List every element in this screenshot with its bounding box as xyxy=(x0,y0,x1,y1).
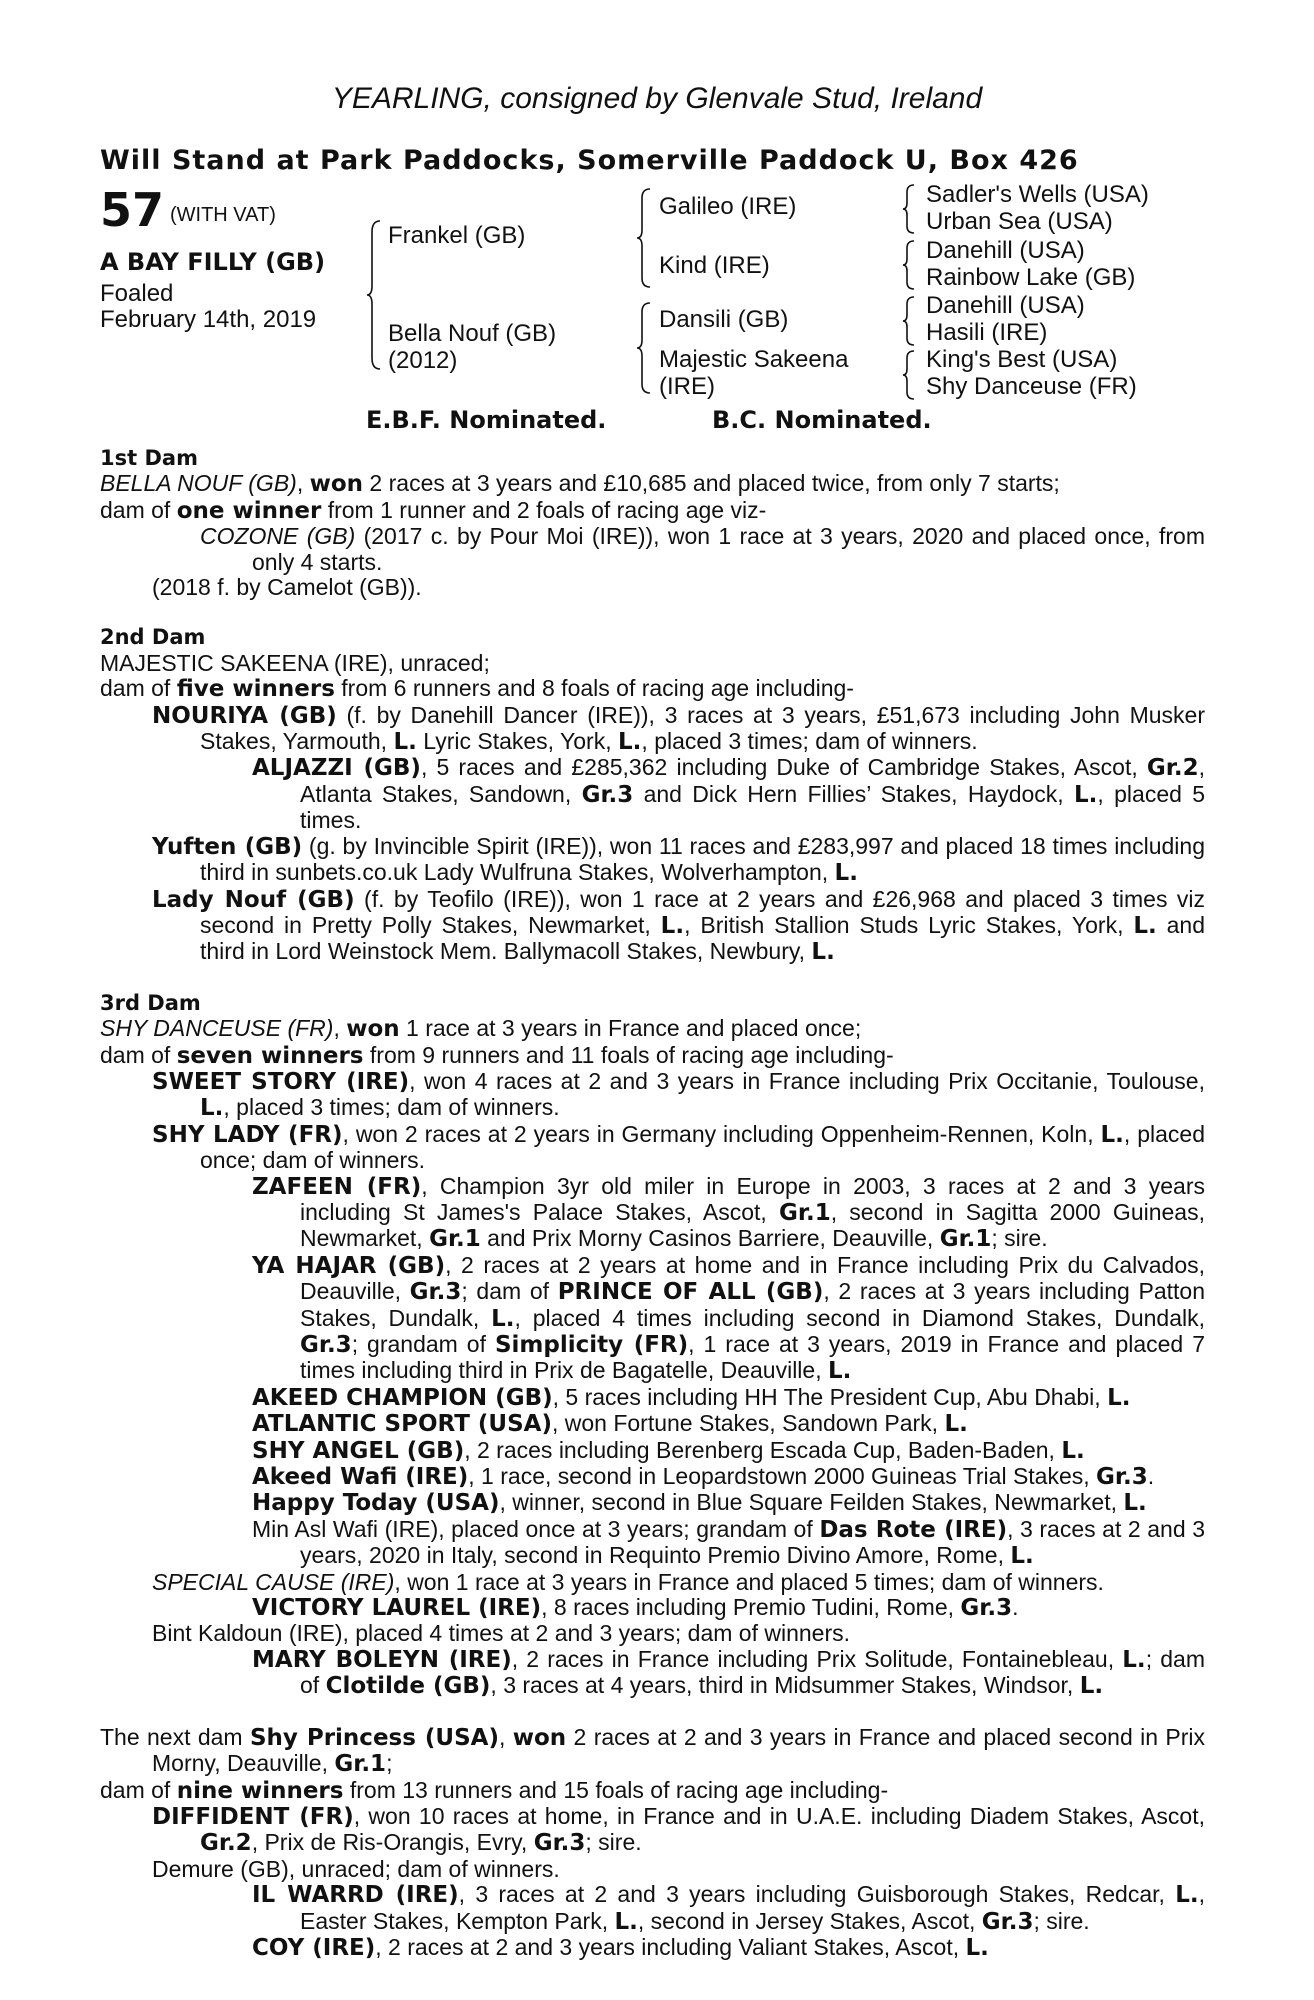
pedigree-dam-dam: Majestic Sakeena xyxy=(659,346,849,373)
pedigree-sdd: Rainbow Lake (GB) xyxy=(926,264,1136,291)
page-title: YEARLING, consigned by Glenvale Stud, Ireland xyxy=(331,82,983,115)
entry-happy-today: Happy Today (USA), winner, second in Blue Square Feilden Stakes, Newmarket, L. xyxy=(252,1489,1147,1517)
entry-zafeen: ZAFEEN (FR), Champion 3yr old miler in Europe in 2003, 3 races at 2 and 3 years including St James's Palace Stakes, Ascot, Gr.1, second in Sagitta 2000 Guineas, Newmarket, Gr.1 and Prix Morny Casinos Barriere, Deauville, Gr.1; sire. xyxy=(252,1172,1205,1253)
entry-yuften: Yuften (GB) (g. by Invincible Spirit (IRE)), won 11 races and £283,997 and placed 18 times including third in sunbets.co.uk Lady Wulfruna Stakes, Wolverhampton, L. xyxy=(152,832,1205,887)
entry-ya-hajar: YA HAJAR (GB), 2 races at 2 years at home and in France including Prix du Calvados, Deauville, Gr.3; dam of PRINCE OF ALL (GB), 2 races at 3 years including Patton Stakes, Dundalk, L., placed 4 times including second in Diamond Stakes, Dundalk, Gr.3; grandam of Simplicity (FR), 1 race at 3 years, 2019 in France and placed 7 times including third in Prix de Bagatelle, Deauville, L. xyxy=(252,1251,1206,1385)
first-dam-produce: dam of one winner from 1 runner and 2 foals of racing age viz- xyxy=(100,496,767,524)
pedigree-dsd: Hasili (IRE) xyxy=(926,319,1048,346)
pedigree-dam-sire: Dansili (GB) xyxy=(659,306,789,333)
second-dam-produce: dam of five winners from 6 runners and 8 foals of racing age including- xyxy=(100,675,854,703)
third-dam-heading: 3rd Dam xyxy=(100,990,201,1015)
first-dam-heading: 1st Dam xyxy=(100,446,198,470)
second-dam-heading: 2nd Dam xyxy=(100,625,206,650)
catalogue-body xyxy=(100,446,1205,1961)
produce-cozone: COZONE (GB) (2017 c. by Pour Moi (IRE)), won 1 race at 3 years, 2020 and placed once, from only 4 starts. xyxy=(200,523,1205,575)
pedigree-sss: Sadler's Wells (USA) xyxy=(926,181,1149,208)
pedigree-brace-dd xyxy=(902,350,916,400)
entry-victory-laurel: VICTORY LAUREL (IRE), 8 races including Premio Tudini, Rome, Gr.3. xyxy=(252,1594,1019,1622)
pedigree-sire: Frankel (GB) xyxy=(388,222,526,249)
lot-number: 57 xyxy=(100,183,165,237)
pedigree-dam-dam-country: (IRE) xyxy=(659,373,715,400)
vat-note: (WITH VAT) xyxy=(170,204,276,226)
pedigree-brace-sire xyxy=(636,188,652,288)
entry-atlantic-sport: ATLANTIC SPORT (USA), won Fortune Stakes, Sandown Park, L. xyxy=(252,1410,968,1438)
entry-sweet-story: SWEET STORY (IRE), won 4 races at 2 and 3 years in France including Prix Occitanie, Toulouse, L., placed 3 times; dam of winners. xyxy=(152,1067,1205,1122)
pedigree-ssd: Urban Sea (USA) xyxy=(926,208,1113,235)
pedigree-brace-sd xyxy=(902,240,916,290)
entry-coy: COY (IRE), 2 races at 2 and 3 years including Valiant Stakes, Ascot, L. xyxy=(252,1933,989,1961)
entry-shy-lady: SHY LADY (FR), won 2 races at 2 years in Germany including Oppenheim-Rennen, Koln, L., placed once; dam of winners. xyxy=(152,1120,1206,1174)
ebf-nominated: E.B.F. Nominated. xyxy=(366,406,607,434)
next-dam-record: The next dam Shy Princess (USA), won 2 races at 2 and 3 years in France and placed second in Prix Morny, Deauville, Gr.1; xyxy=(100,1723,1205,1778)
foaled-date: February 14th, 2019 xyxy=(100,306,317,333)
bc-nominated: B.C. Nominated. xyxy=(712,406,932,434)
entry-bint-kaldoun: Bint Kaldoun (IRE), placed 4 times at 2 and 3 years; dam of winners. xyxy=(152,1620,851,1647)
entry-nouriya: NOURIYA (GB) (f. by Danehill Dancer (IRE)), 3 races at 3 years, £51,673 including John Musker Stakes, Yarmouth, L. Lyric Stakes, York, L., placed 3 times; dam of winners. xyxy=(152,701,1205,756)
pedigree-brace-ds xyxy=(902,296,916,346)
stand-location: Will Stand at Park Paddocks, Somerville Paddock U, Box 426 xyxy=(100,145,1079,176)
next-dam-produce: dam of nine winners from 13 runners and 15 foals of racing age including- xyxy=(100,1776,889,1804)
entry-il-warrd: IL WARRD (IRE), 3 races at 2 and 3 years including Guisborough Stakes, Redcar, L., Easter Stakes, Kempton Park, L., second in Jersey Stakes, Ascot, Gr.3; sire. xyxy=(252,1881,1205,1935)
pedigree-dds: King's Best (USA) xyxy=(926,346,1118,373)
entry-demure: Demure (GB), unraced; dam of winners. xyxy=(152,1855,560,1882)
produce-2018: (2018 f. by Camelot (GB)). xyxy=(152,574,422,601)
entry-akeed-champion: AKEED CHAMPION (GB), 5 races including HH The President Cup, Abu Dhabi, L. xyxy=(252,1383,1131,1411)
entry-aljazzi: ALJAZZI (GB), 5 races and £285,362 including Duke of Cambridge Stakes, Ascot, Gr.2, Atlanta Stakes, Sandown, Gr.3 and Dick Hern Fillies’ Stakes, Haydock, L., placed 5 times. xyxy=(252,754,1206,834)
pedigree-dss: Danehill (USA) xyxy=(926,292,1085,319)
pedigree-sire-sire: Galileo (IRE) xyxy=(659,193,797,220)
lot-name: A BAY FILLY (GB) xyxy=(100,248,326,276)
pedigree-brace-dam xyxy=(636,302,652,394)
pedigree-brace-ss xyxy=(902,184,916,234)
second-dam-record: MAJESTIC SAKEENA (IRE), unraced; xyxy=(100,649,490,676)
entry-lady-nouf: Lady Nouf (GB) (f. by Teofilo (IRE)), won 1 race at 2 years and £26,968 and placed 3 times viz second in Pretty Polly Stakes, Newmarket, L., British Stallion Studs Lyric Stakes, York, L. and third in Lord Weinstock Mem. Ballymacoll Stakes, Newbury, L. xyxy=(152,885,1206,966)
pedigree-sire-dam: Kind (IRE) xyxy=(659,252,770,279)
entry-akeed-wafi: Akeed Wafi (IRE), 1 race, second in Leopardstown 2000 Guineas Trial Stakes, Gr.3. xyxy=(252,1463,1155,1491)
entry-min-asl-wafi: Min Asl Wafi (IRE), placed once at 3 years; grandam of Das Rote (IRE), 3 races at 2 and 3 years, 2020 in Italy, second in Requinto Premio Divino Amore, Rome, L. xyxy=(252,1515,1205,1570)
pedigree-dam-year: (2012) xyxy=(388,347,458,374)
third-dam-record: SHY DANCEUSE (FR), won 1 race at 3 years in France and placed once; xyxy=(100,1015,862,1043)
entry-diffident: DIFFIDENT (FR), won 10 races at home, in France and in U.A.E. including Diadem Stakes, Ascot, Gr.2, Prix de Ris-Orangis, Evry, Gr.3; sire. xyxy=(152,1802,1205,1857)
pedigree-sds: Danehill (USA) xyxy=(926,237,1085,264)
entry-shy-angel: SHY ANGEL (GB), 2 races including Berenberg Escada Cup, Baden-Baden, L. xyxy=(252,1436,1085,1464)
pedigree-brace-1 xyxy=(366,220,382,370)
third-dam-produce: dam of seven winners from 9 runners and 11 foals of racing age including- xyxy=(100,1041,894,1069)
pedigree-dam: Bella Nouf (GB) xyxy=(388,320,557,347)
foaled-label: Foaled xyxy=(100,280,174,307)
pedigree-ddd: Shy Danceuse (FR) xyxy=(926,373,1137,400)
first-dam-record: BELLA NOUF (GB), won 2 races at 3 years and £10,685 and placed twice, from only 7 starts; xyxy=(100,470,1060,498)
entry-mary-boleyn: MARY BOLEYN (IRE), 2 races in France including Prix Solitude, Fontainebleau, L.; dam of Clotilde (GB), 3 races at 4 years, third in Midsummer Stakes, Windsor, L. xyxy=(252,1645,1205,1700)
entry-special-cause: SPECIAL CAUSE (IRE), won 1 race at 3 years in France and placed 5 times; dam of winners. xyxy=(152,1568,1104,1595)
